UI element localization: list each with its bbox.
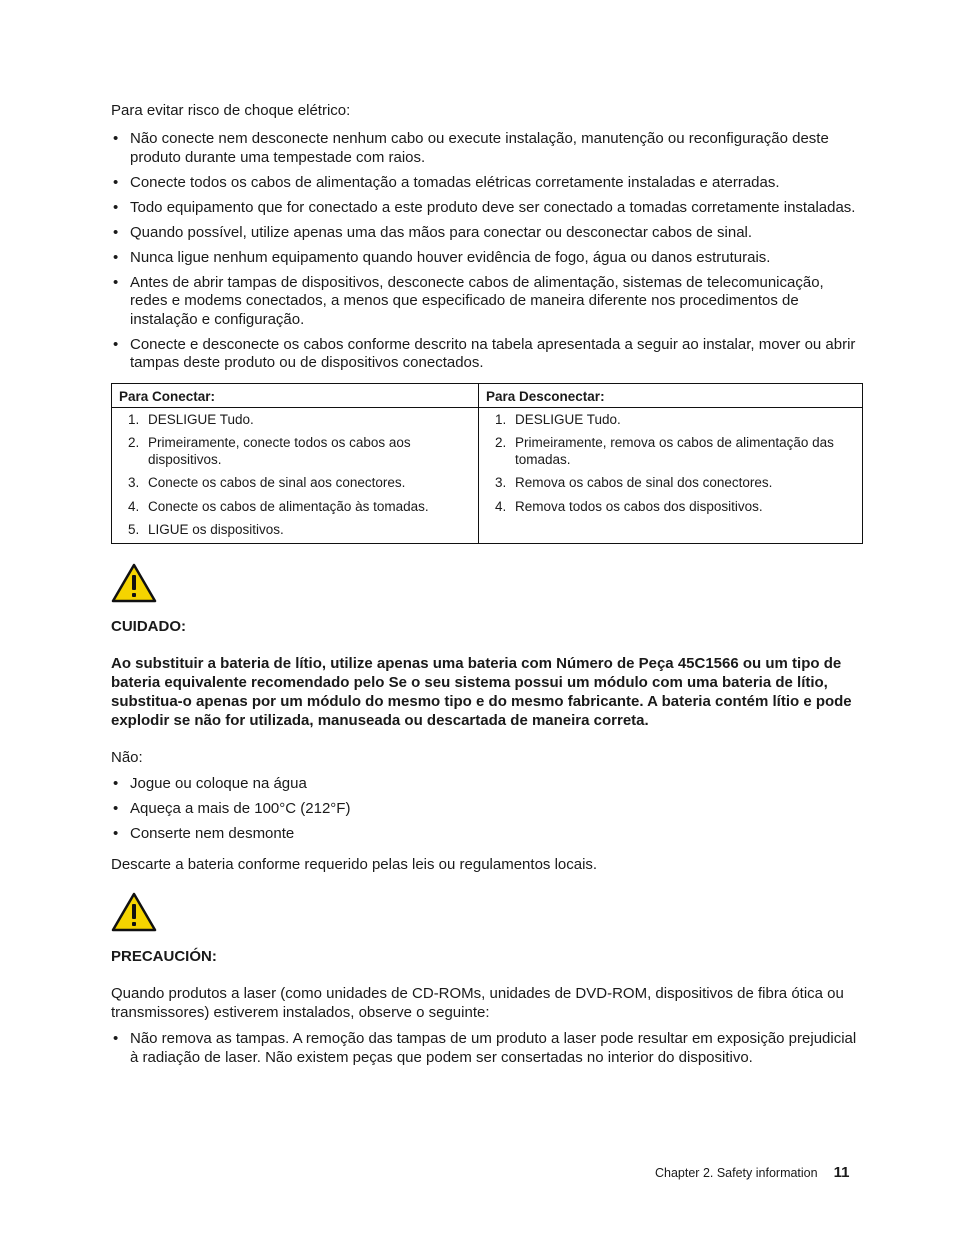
chapter-label: Chapter 2. Safety information bbox=[655, 1166, 818, 1180]
caution-heading: CUIDADO: bbox=[111, 617, 186, 635]
laser-section bbox=[111, 892, 863, 1067]
list-item: • Todo equipamento que for conectado a este produto deve ser conectado a tomadas corretamente instaladas. bbox=[111, 199, 863, 218]
disconnect-header: Para Desconectar: bbox=[479, 383, 863, 407]
list-item: • Não conecte nem desconecte nenhum cabo ou execute instalação, manutenção ou reconfiguração deste produto durante uma tempestade com raios. bbox=[111, 130, 863, 167]
page-number: 11 bbox=[833, 1164, 850, 1181]
page-footer bbox=[655, 1164, 849, 1181]
laser-list bbox=[111, 1030, 863, 1067]
connect-steps-cell bbox=[112, 407, 479, 543]
list-item: • Nunca ligue nenhum equipamento quando houver evidência de fogo, água ou danos estruturais. bbox=[111, 249, 863, 268]
disconnect-steps-cell bbox=[479, 407, 863, 543]
connect-disconnect-table bbox=[111, 383, 863, 544]
list-item: • Conecte todos os cabos de alimentação a tomadas elétricas corretamente instaladas e aterradas. bbox=[111, 174, 863, 193]
list-item: • Conserte nem desmonte bbox=[111, 825, 863, 844]
page-content bbox=[111, 101, 863, 1074]
list-item: • Quando possível, utilize apenas uma das mãos para conectar ou desconectar cabos de sinal. bbox=[111, 224, 863, 243]
dispose-text: Descarte a bateria conforme requerido pelas leis ou regulamentos locais. bbox=[111, 856, 598, 873]
list-item: • Jogue ou coloque na água bbox=[111, 775, 863, 794]
laser-heading: PRECAUCIÓN: bbox=[111, 948, 217, 965]
list-item: • Conecte e desconecte os cabos conforme descrito na tabela apresentada a seguir ao instalar, mover ou abrir tampas deste produto ou de dispositivos conectados. bbox=[111, 336, 863, 373]
caution-text: Ao substituir a bateria de lítio, utilize apenas uma bateria com Número de Peça 45C1566 ou um tipo de bateria equivalente recomendado pelo Se o seu sistema possui um módulo com uma bateria de lítio, substitua-o apenas por um módulo do mesmo tipo e do mesmo fabricante. A bateria contém lítio e pode explodir se não for utilizada, manuseada ou descartada de maneira correta. bbox=[111, 654, 852, 729]
list-item: • Não remova as tampas. A remoção das tampas de um produto a laser pode resultar em exposição prejudicial à radiação de laser. Não existem peças que podem ser consertadas no interior do dispositivo. bbox=[111, 1030, 863, 1067]
list-item: 1. DESLIGUE Tudo. bbox=[495, 411, 621, 427]
connect-header: Para Conectar: bbox=[112, 383, 479, 407]
list-item: 4. Conecte os cabos de alimentação às tomadas. bbox=[128, 498, 429, 514]
list-item: 3. Remova os cabos de sinal dos conectores. bbox=[495, 475, 773, 490]
laser-text: Quando produtos a laser (como unidades de CD-ROMs, unidades de DVD-ROM, dispositivos de fibra ótica ou transmissores) estiverem instalados, observe o seguinte: bbox=[111, 985, 844, 1021]
warning-triangle-icon bbox=[111, 892, 157, 932]
list-item: 5. LIGUE os dispositivos. bbox=[128, 522, 284, 537]
list-item: 2. Primeiramente, remova os cabos de alimentação das tomadas. bbox=[495, 435, 834, 467]
list-item: 3. Conecte os cabos de sinal aos conectores. bbox=[128, 475, 406, 490]
list-item: • Aqueça a mais de 100°C (212°F) bbox=[111, 800, 863, 819]
connect-steps bbox=[119, 412, 471, 539]
caution-section bbox=[111, 563, 863, 875]
list-item: 2. Primeiramente, conecte todos os cabos aos dispositivos. bbox=[128, 435, 411, 467]
electrical-safety-list bbox=[111, 130, 863, 373]
intro-text: Para evitar risco de choque elétrico: bbox=[111, 102, 351, 119]
list-item: 4. Remova todos os cabos dos dispositivos. bbox=[495, 498, 763, 514]
battery-donts-list bbox=[111, 775, 863, 844]
nao-label: Não: bbox=[111, 748, 143, 766]
warning-triangle-icon bbox=[111, 563, 157, 603]
list-item: • Antes de abrir tampas de dispositivos, desconecte cabos de alimentação, sistemas de telecomunicação, redes e modems conectados, a menos que especificado de maneira diferente nos procedimentos de instalação e configuração. bbox=[111, 274, 863, 330]
disconnect-steps bbox=[486, 412, 855, 516]
list-item: 1. DESLIGUE Tudo. bbox=[128, 411, 254, 427]
